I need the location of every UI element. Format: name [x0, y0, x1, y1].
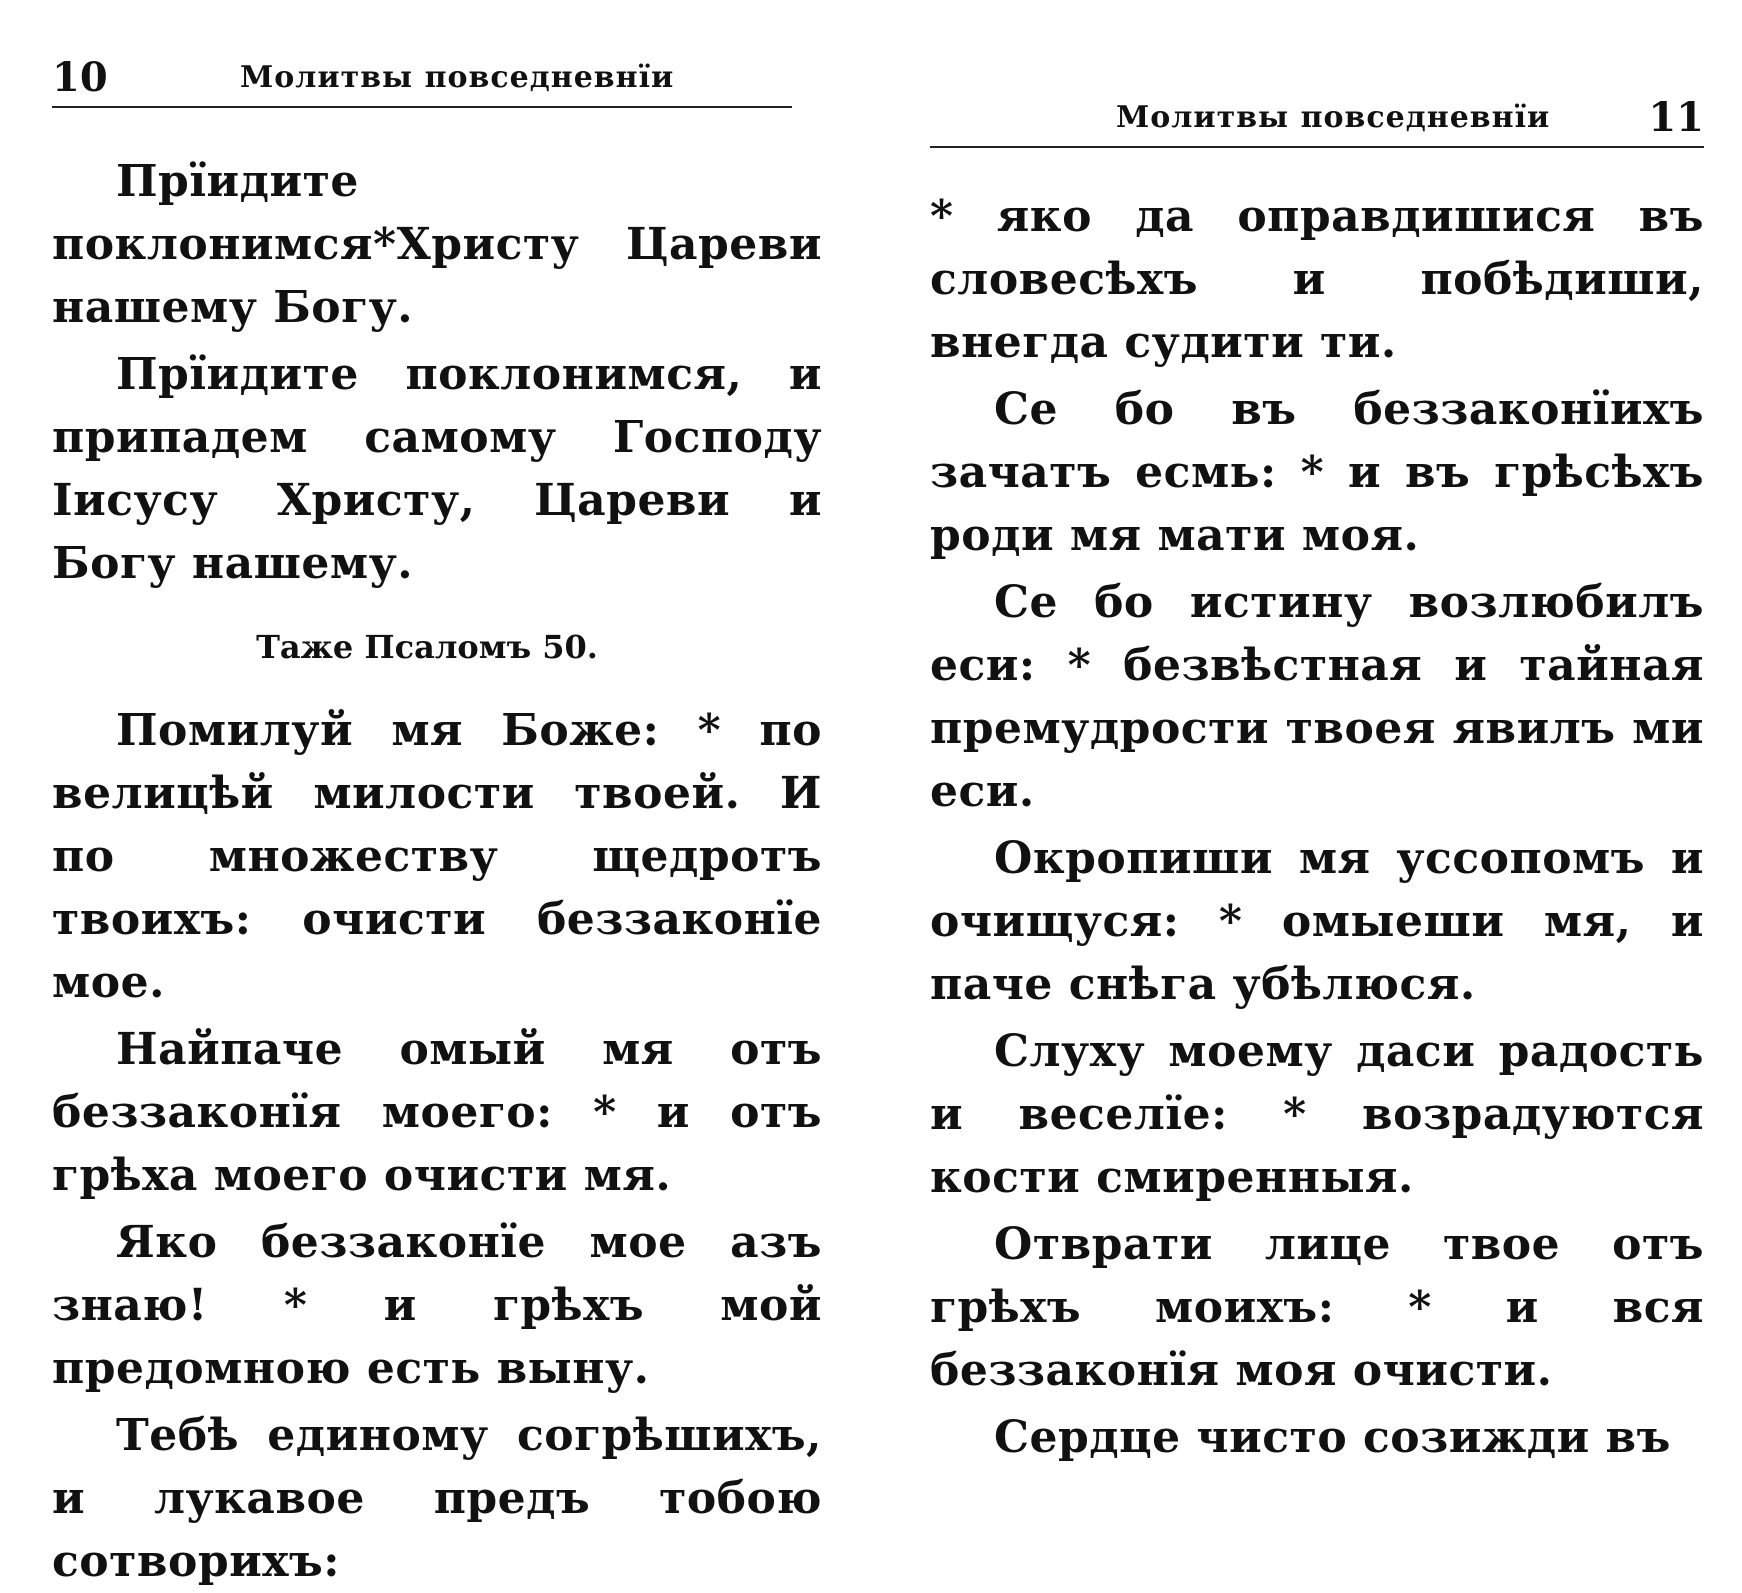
right-paragraph-3: Се бо истину возлюбилъ еси: * безвѣстная и тайная премудрости твоея явилъ ми еси.	[930, 577, 1704, 817]
right-paragraph-4: Окропиши мя уссопомъ и очищуся: * омыеши мя, и паче снѣга убѣлюся.	[930, 833, 1704, 1010]
right-paragraph-5: Слуху моему даси радость и веселїе: * возрадуются кости смиренныя.	[930, 1026, 1704, 1203]
left-running-title: Молитвы повседневнїи	[240, 60, 675, 95]
left-page-number: 10	[52, 54, 108, 101]
psalm-heading: Таже Псаломъ 50.	[256, 628, 598, 666]
right-running-title: Молитвы повседневнїи	[1116, 100, 1551, 135]
left-paragraph-3: Помилуй мя Боже: * по велицѣй милости твоей. И по множеству щедротъ твоихъ: очисти беззаконїе мое.	[52, 705, 822, 1008]
right-header-rule	[930, 146, 1704, 148]
left-header-rule	[52, 106, 792, 108]
left-running-head	[52, 0, 822, 150]
left-paragraph-5: Яко беззаконїе мое азъ знаю! * и грѣхъ мой предомною есть выну.	[52, 1217, 822, 1394]
right-page	[930, 0, 1704, 1469]
left-paragraph-4: Найпаче омый мя отъ беззаконїя моего: * и отъ грѣха моего очисти мя.	[52, 1024, 822, 1201]
right-paragraph-7: Сердце чисто созижди въ	[994, 1412, 1671, 1463]
right-running-head	[930, 0, 1704, 185]
right-paragraph-6: Отврати лице твое отъ грѣхъ моихъ: * и вся беззаконїя моя очисти.	[930, 1219, 1704, 1396]
left-page	[52, 0, 822, 1593]
left-paragraph-2: Прїидите поклонимся, и припадем самому Господу Іисусу Христу, Цареви и Богу нашему.	[52, 349, 822, 589]
left-paragraph-6: Тебѣ единому согрѣшихъ, и лукавое предъ тобою сотворихъ:	[52, 1410, 822, 1587]
left-paragraph-1: Прїидите поклонимся*Христу Цареви нашему Богу.	[52, 156, 822, 333]
right-paragraph-2: Се бо въ беззаконїихъ зачатъ есмь: * и въ грѣсѣхъ роди мя мати моя.	[930, 384, 1704, 561]
right-page-number: 11	[1648, 94, 1704, 141]
right-paragraph-1: * яко да оправдишися въ словесѣхъ и побѣдиши, внегда судити ти.	[930, 191, 1704, 368]
